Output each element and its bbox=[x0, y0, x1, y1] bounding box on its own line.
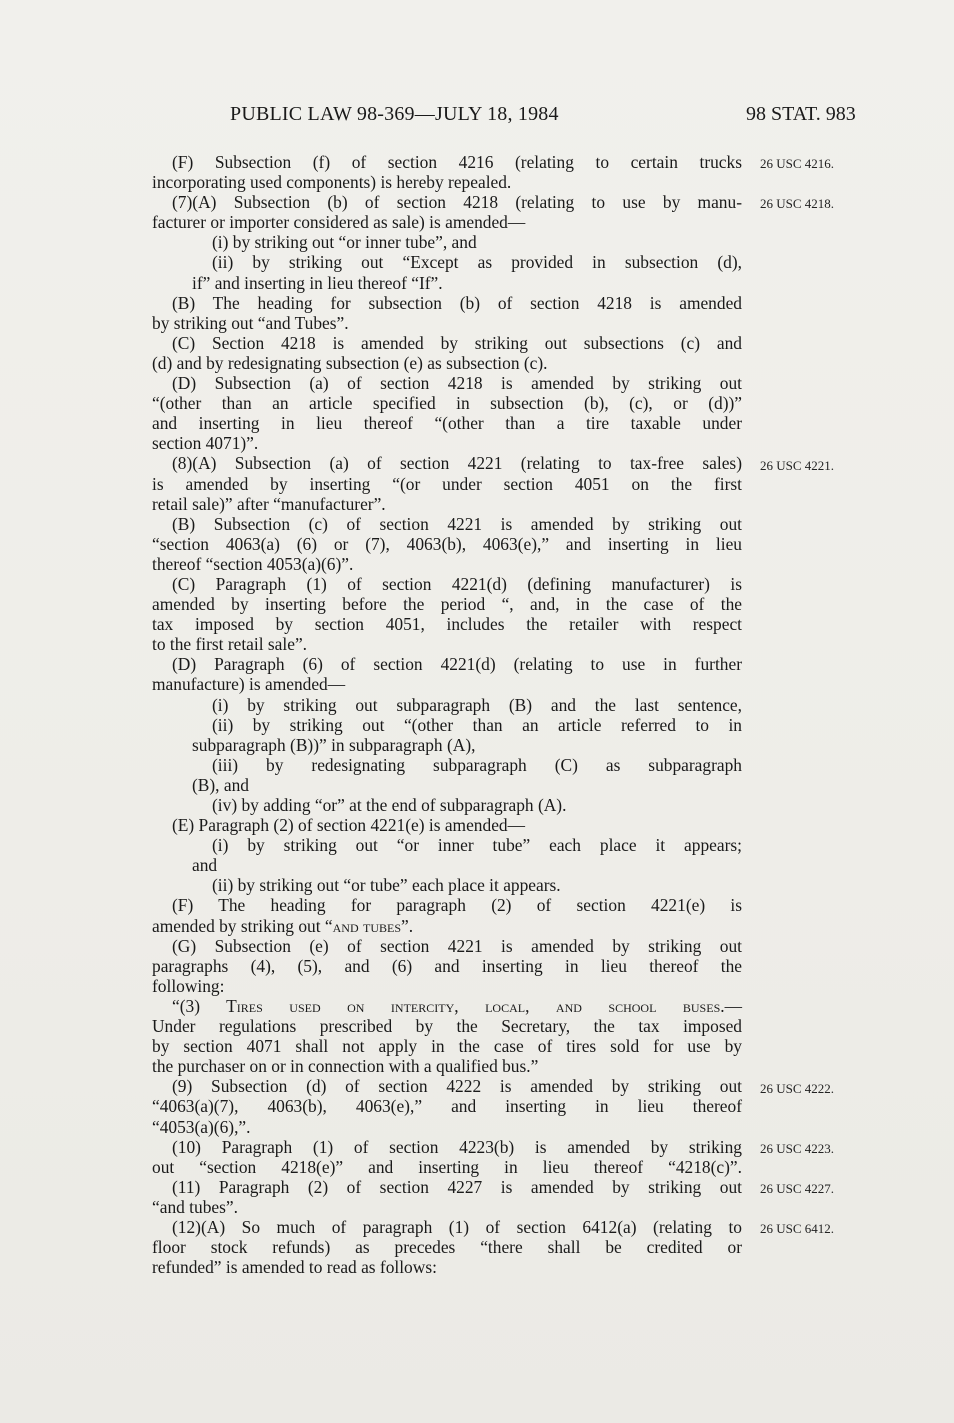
text-line bbox=[152, 574, 742, 594]
text-line bbox=[152, 735, 742, 755]
line-text: “section 4063(a) (6) or (7), 4063(b), 4063(e),” and inserting in lieu bbox=[152, 533, 742, 554]
text-line bbox=[152, 554, 742, 574]
line-text: subparagraph (B))” in subparagraph (A), bbox=[192, 734, 476, 755]
text-line bbox=[152, 976, 742, 996]
page-title: PUBLIC LAW 98-369—JULY 18, 1984 bbox=[230, 103, 559, 125]
text-line bbox=[152, 433, 742, 453]
text-line bbox=[152, 634, 742, 654]
line-text: (ii) by striking out “(other than an article referred to in bbox=[212, 714, 742, 735]
margin-citation: 26 USC 4216. bbox=[760, 156, 835, 171]
line-text: (ii) by striking out “or tube” each place it appears. bbox=[212, 875, 561, 896]
text-line bbox=[152, 594, 742, 614]
margin-citation: 26 USC 4221. bbox=[760, 457, 835, 473]
small-caps-text: ires used on intercity, local, and school buses bbox=[236, 995, 721, 1016]
margin-citation: 26 USC 4218. bbox=[760, 196, 835, 212]
text-line bbox=[152, 474, 742, 494]
text-line bbox=[152, 1217, 742, 1237]
line-text: retail sale)” after “manufacturer”. bbox=[152, 493, 386, 514]
line-text: the purchaser on or in connection with a qualified bus.” bbox=[152, 1056, 539, 1077]
line-text: (D) Paragraph (6) of section 4221(d) (relating to use in further bbox=[172, 654, 742, 675]
line-text: (7)(A) Subsection (b) of section 4218 (relating to use by manu- bbox=[172, 192, 742, 213]
line-text: (E) Paragraph (2) of section 4221(e) is amended— bbox=[172, 815, 526, 836]
line-text: thereof “section 4053(a)(6)”. bbox=[152, 553, 354, 574]
line-text: (i) by striking out “or inner tube” each place it appears; bbox=[212, 835, 742, 856]
line-text: following: bbox=[152, 975, 225, 996]
text-line bbox=[152, 353, 742, 373]
text-line bbox=[152, 775, 742, 795]
text-line bbox=[152, 855, 742, 875]
text-line bbox=[152, 895, 742, 915]
line-text: tax imposed by section 4051, includes the retailer with respect bbox=[152, 614, 742, 635]
line-text: (i) by striking out “or inner tube”, and bbox=[212, 232, 477, 253]
text-line bbox=[152, 232, 742, 252]
text-line bbox=[152, 916, 742, 936]
line-text: if” and inserting in lieu thereof “If”. bbox=[192, 272, 443, 293]
line-text: amended by striking out “ bbox=[152, 915, 333, 936]
line-text: (B) The heading for subsection (b) of section 4218 is amended bbox=[172, 292, 742, 313]
line-text: (iv) by adding “or” at the end of subparagraph (A). bbox=[212, 795, 567, 815]
line-text: (10) Paragraph (1) of section 4223(b) is amended by striking bbox=[172, 1136, 742, 1157]
line-text: (F) Subsection (f) of section 4216 (relating to certain trucks bbox=[172, 152, 742, 172]
text-line bbox=[152, 453, 742, 473]
text-line bbox=[152, 835, 742, 855]
line-text: is amended by inserting “(or under section 4051 on the first bbox=[152, 473, 742, 494]
text-line bbox=[152, 996, 742, 1016]
text-line bbox=[152, 373, 742, 393]
margin-citation: 26 USC 6412. bbox=[760, 1221, 835, 1237]
line-text-tail: .— bbox=[720, 995, 742, 1016]
text-line bbox=[152, 1117, 742, 1137]
page-header bbox=[0, 103, 954, 131]
text-line bbox=[152, 1076, 742, 1096]
line-text: (F) The heading for paragraph (2) of section 4221(e) is bbox=[172, 895, 742, 916]
line-text: by section 4071 shall not apply in the case of tires sold for use by bbox=[152, 1036, 742, 1057]
line-text: “4053(a)(6),”. bbox=[152, 1116, 251, 1137]
line-text: (iii) by redesignating subparagraph (C) as subparagraph bbox=[212, 754, 742, 775]
line-text: (G) Subsection (e) of section 4221 is amended by striking out bbox=[172, 935, 742, 956]
line-text: amended by inserting before the period “, and, in the case of the bbox=[152, 594, 742, 615]
line-text: (d) and by redesignating subsection (e) as subsection (c). bbox=[152, 352, 548, 373]
text-line bbox=[152, 293, 742, 313]
line-text: and bbox=[192, 855, 218, 876]
margin-citation: 26 USC 4222. bbox=[760, 1080, 835, 1096]
line-text: (i) by striking out subparagraph (B) and the last sentence, bbox=[212, 694, 742, 715]
text-line bbox=[152, 273, 742, 293]
line-text: (D) Subsection (a) of section 4218 is amended by striking out bbox=[172, 373, 742, 394]
text-line bbox=[152, 695, 742, 715]
text-line bbox=[152, 514, 742, 534]
line-text-tail: ”. bbox=[401, 915, 414, 936]
text-line bbox=[152, 1036, 742, 1056]
text-line bbox=[152, 1197, 742, 1217]
text-line bbox=[152, 1056, 742, 1076]
text-line bbox=[152, 1257, 742, 1277]
text-line bbox=[152, 755, 742, 775]
stat-page-number: 98 STAT. 983 bbox=[746, 103, 856, 125]
text-line bbox=[152, 1137, 742, 1157]
line-text: “(3) T bbox=[172, 995, 237, 1016]
line-text: (ii) by striking out “Except as provided in subsection (d), bbox=[212, 252, 742, 273]
text-line bbox=[152, 413, 742, 433]
margin-citation: 26 USC 4223. bbox=[760, 1140, 835, 1156]
small-caps-text: and tubes bbox=[332, 915, 401, 936]
margin-citation: 26 USC 4227. bbox=[760, 1181, 835, 1197]
line-text: (B), and bbox=[192, 774, 249, 795]
text-line bbox=[152, 252, 742, 272]
text-line bbox=[152, 614, 742, 634]
line-text: “and tubes”. bbox=[152, 1196, 238, 1217]
line-text: (C) Paragraph (1) of section 4221(d) (defining manufacturer) is bbox=[172, 573, 742, 594]
line-text: (11) Paragraph (2) of section 4227 is amended by striking out bbox=[172, 1176, 742, 1197]
line-text: Under regulations prescribed by the Secretary, the tax imposed bbox=[152, 1016, 742, 1037]
text-line bbox=[152, 674, 742, 694]
text-line bbox=[152, 313, 742, 333]
line-text: floor stock refunds) as precedes “there shall be credited or bbox=[152, 1237, 742, 1258]
text-line bbox=[152, 875, 742, 895]
text-line bbox=[152, 172, 742, 192]
text-line bbox=[152, 1177, 742, 1197]
text-line bbox=[152, 152, 742, 172]
text-line bbox=[152, 936, 742, 956]
line-text: (8)(A) Subsection (a) of section 4221 (relating to tax-free sales) bbox=[172, 453, 742, 474]
line-text: “4063(a)(7), 4063(b), 4063(e),” and inserting in lieu thereof bbox=[152, 1096, 742, 1117]
text-line bbox=[152, 1096, 742, 1116]
line-text: (9) Subsection (d) of section 4222 is amended by striking out bbox=[172, 1076, 742, 1097]
text-line bbox=[152, 654, 742, 674]
line-text: and inserting in lieu thereof “(other than a tire taxable under bbox=[152, 413, 742, 434]
text-line bbox=[152, 956, 742, 976]
text-line bbox=[152, 212, 742, 232]
line-text: (B) Subsection (c) of section 4221 is amended by striking out bbox=[172, 513, 742, 534]
document-body bbox=[152, 152, 742, 1277]
text-line bbox=[152, 393, 742, 413]
line-text: out “section 4218(e)” and inserting in lieu thereof “4218(c)”. bbox=[152, 1156, 742, 1177]
line-text: refunded” is amended to read as follows: bbox=[152, 1257, 437, 1278]
line-text: (C) Section 4218 is amended by striking out subsections (c) and bbox=[172, 332, 742, 353]
text-line bbox=[152, 715, 742, 735]
text-line bbox=[152, 192, 742, 212]
line-text: to the first retail sale”. bbox=[152, 634, 308, 655]
text-line bbox=[152, 1157, 742, 1177]
line-text: paragraphs (4), (5), and (6) and inserting in lieu thereof the bbox=[152, 955, 742, 976]
text-line bbox=[152, 494, 742, 514]
line-text: by striking out “and Tubes”. bbox=[152, 312, 349, 333]
text-line bbox=[152, 795, 742, 815]
line-text: incorporating used components) is hereby repealed. bbox=[152, 172, 512, 193]
line-text: section 4071)”. bbox=[152, 433, 259, 454]
line-text: facturer or importer considered as sale) is amended— bbox=[152, 212, 526, 233]
line-text: “(other than an article specified in subsection (b), (c), or (d))” bbox=[152, 393, 742, 414]
text-line bbox=[152, 1237, 742, 1257]
line-text: manufacture) is amended— bbox=[152, 674, 346, 695]
text-line bbox=[152, 333, 742, 353]
text-line bbox=[152, 534, 742, 554]
line-text: (12)(A) So much of paragraph (1) of section 6412(a) (relating to bbox=[172, 1216, 742, 1237]
text-line bbox=[152, 815, 742, 835]
text-line bbox=[152, 1016, 742, 1036]
